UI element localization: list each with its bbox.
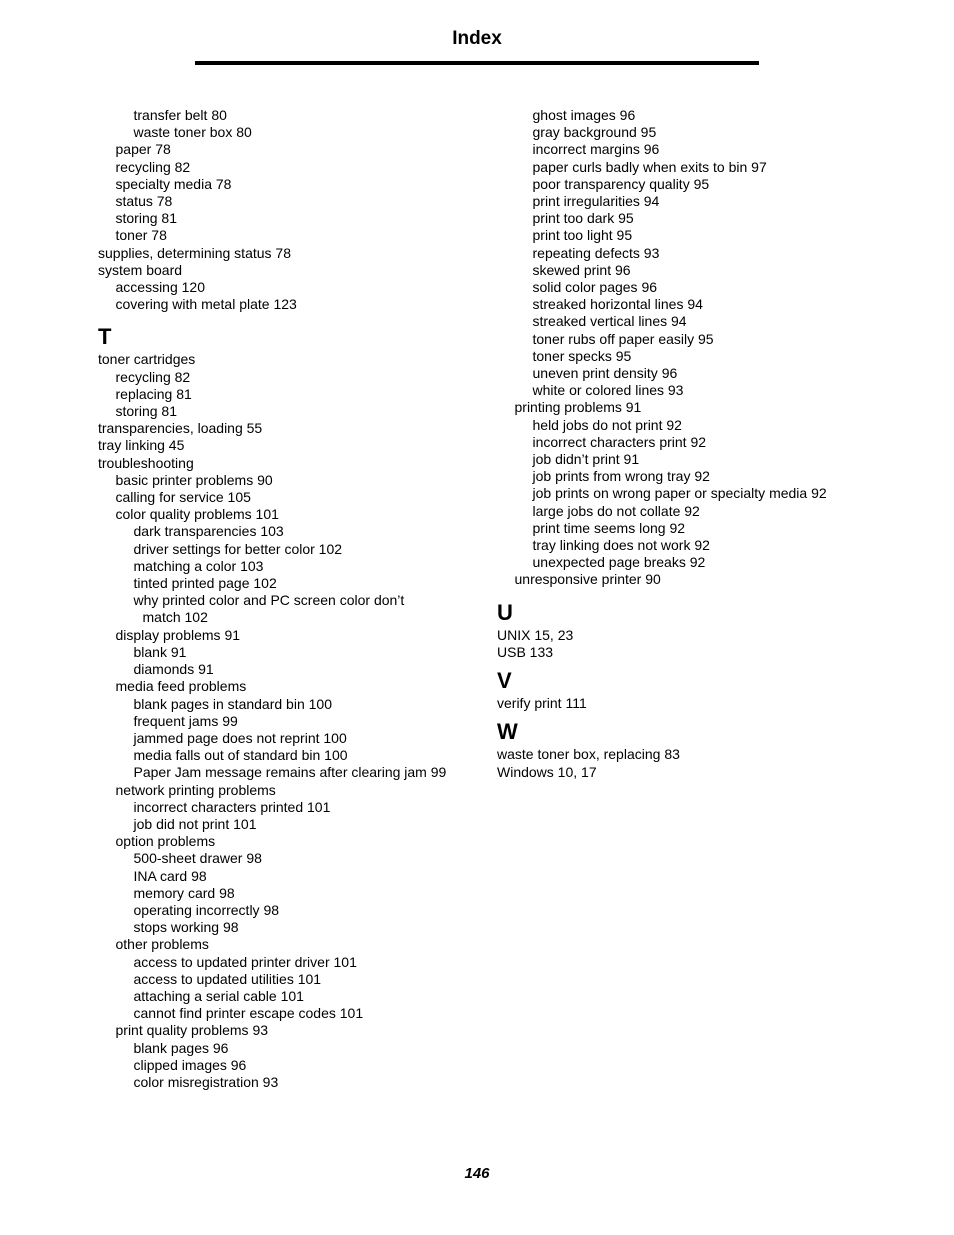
index-entry: job prints on wrong paper or specialty media 92: [532, 485, 827, 502]
index-entry: print quality problems 93: [115, 1022, 269, 1039]
index-entry: solid color pages 96: [532, 279, 658, 296]
index-entry: Paper Jam message remains after clearing jam 99: [133, 764, 447, 781]
index-entry: job prints from wrong tray 92: [532, 468, 710, 485]
section-letter-t: T: [98, 324, 112, 350]
index-entry: blank 91: [133, 643, 187, 660]
index-entry: toner rubs off paper easily 95: [532, 330, 714, 347]
index-entry: poor transparency quality 95: [532, 175, 710, 192]
index-entry: clipped images 96: [133, 1056, 247, 1073]
index-entry: unresponsive printer 90: [514, 571, 661, 588]
index-entry: skewed print 96: [532, 261, 631, 278]
index-entry: incorrect characters printed 101: [133, 798, 331, 815]
index-entry: transparencies, loading 55: [98, 420, 263, 437]
index-entry: media falls out of standard bin 100: [133, 747, 348, 764]
index-entry: streaked vertical lines 94: [532, 313, 687, 330]
index-entry: recycling 82: [115, 368, 191, 385]
index-entry: unexpected page breaks 92: [532, 554, 706, 571]
index-entry: print time seems long 92: [532, 519, 686, 536]
index-entry: ghost images 96: [532, 107, 636, 123]
index-entry: gray background 95: [532, 124, 657, 141]
index-entry: jammed page does not reprint 100: [133, 729, 347, 746]
index-entry: print irregularities 94: [532, 193, 660, 210]
index-entry: access to updated printer driver 101: [133, 953, 357, 970]
index-entry: calling for service 105: [115, 489, 251, 506]
index-entry: storing 81: [115, 403, 177, 420]
index-entry: print too light 95: [532, 227, 633, 244]
index-entry: incorrect margins 96: [532, 141, 660, 158]
section-letter-w: W: [497, 719, 518, 745]
index-entry: INA card 98: [133, 867, 207, 884]
index-entry: driver settings for better color 102: [133, 540, 343, 557]
index-entry: diamonds 91: [133, 661, 214, 678]
index-entry: network printing problems: [115, 781, 276, 798]
index-entry: stops working 98: [133, 919, 239, 936]
index-entry: toner 78: [115, 227, 167, 244]
index-entry: dark transparencies 103: [133, 523, 284, 540]
index-entry: blank pages 96: [133, 1039, 229, 1056]
index-entry: job didn’t print 91: [532, 451, 640, 468]
index-entry: system board: [98, 261, 183, 278]
index-entry: white or colored lines 93: [532, 382, 684, 399]
index-entry: Windows 10, 17: [497, 763, 597, 780]
index-entry: match 102: [142, 609, 208, 626]
page-number: 146: [464, 1165, 490, 1182]
index-entry: 500-sheet drawer 98: [133, 850, 262, 867]
index-entry: supplies, determining status 78: [98, 244, 291, 261]
header-rule: [195, 61, 759, 65]
index-entry: option problems: [115, 833, 216, 850]
index-entry: other problems: [115, 936, 209, 953]
index-entry: job did not print 101: [133, 815, 257, 832]
index-entry: paper 78: [115, 141, 171, 158]
index-entry: media feed problems: [115, 678, 247, 695]
index-entry: replacing 81: [115, 385, 192, 402]
index-entry: status 78: [115, 193, 173, 210]
index-entry: access to updated utilities 101: [133, 970, 322, 987]
index-entry: recycling 82: [115, 158, 191, 175]
index-entry: print too dark 95: [532, 210, 634, 227]
index-entry: accessing 120: [115, 279, 206, 296]
index-entry: color quality problems 101: [115, 506, 279, 523]
index-entry: basic printer problems 90: [115, 471, 273, 488]
index-entry: display problems 91: [115, 626, 241, 643]
index-entry: troubleshooting: [98, 454, 194, 471]
index-entry: memory card 98: [133, 884, 235, 901]
index-entry: matching a color 103: [133, 557, 264, 574]
index-entry: transfer belt 80: [133, 107, 227, 123]
index-entry: covering with metal plate 123: [115, 296, 297, 313]
index-entry: large jobs do not collate 92: [532, 502, 700, 519]
index-entry: tinted printed page 102: [133, 575, 277, 592]
index-entry: frequent jams 99: [133, 712, 238, 729]
index-entry: printing problems 91: [514, 399, 642, 416]
index-entry: toner cartridges: [98, 351, 196, 368]
index-entry: cannot find printer escape codes 101: [133, 1005, 364, 1022]
index-entry: tray linking does not work 92: [532, 537, 710, 554]
index-entry: paper curls badly when exits to bin 97: [532, 158, 767, 175]
index-entry: toner specks 95: [532, 347, 632, 364]
index-entry: USB 133: [497, 643, 554, 660]
index-entry: storing 81: [115, 210, 177, 227]
index-entry: verify print 111: [497, 695, 587, 712]
index-column-right: [497, 107, 917, 781]
index-column-left: [98, 107, 478, 1091]
section-letter-u: U: [497, 599, 513, 625]
index-entry: attaching a serial cable 101: [133, 987, 304, 1004]
index-entry: held jobs do not print 92: [532, 416, 682, 433]
index-entry: repeating defects 93: [532, 244, 660, 261]
section-letter-v: V: [497, 668, 512, 694]
index-entry: blank pages in standard bin 100: [133, 695, 332, 712]
index-entry: waste toner box 80: [133, 124, 252, 141]
index-entry: waste toner box, replacing 83: [497, 746, 680, 763]
page-title: Index: [452, 28, 502, 49]
index-entry: operating incorrectly 98: [133, 901, 280, 918]
index-entry: UNIX 15, 23: [497, 626, 574, 643]
index-entry: incorrect characters print 92: [532, 433, 707, 450]
index-entry: specialty media 78: [115, 175, 232, 192]
index-entry: streaked horizontal lines 94: [532, 296, 703, 313]
index-entry: uneven print density 96: [532, 365, 678, 382]
index-entry: tray linking 45: [98, 437, 185, 454]
index-entry: color misregistration 93: [133, 1073, 279, 1090]
index-entry: why printed color and PC screen color don’t: [133, 592, 405, 609]
